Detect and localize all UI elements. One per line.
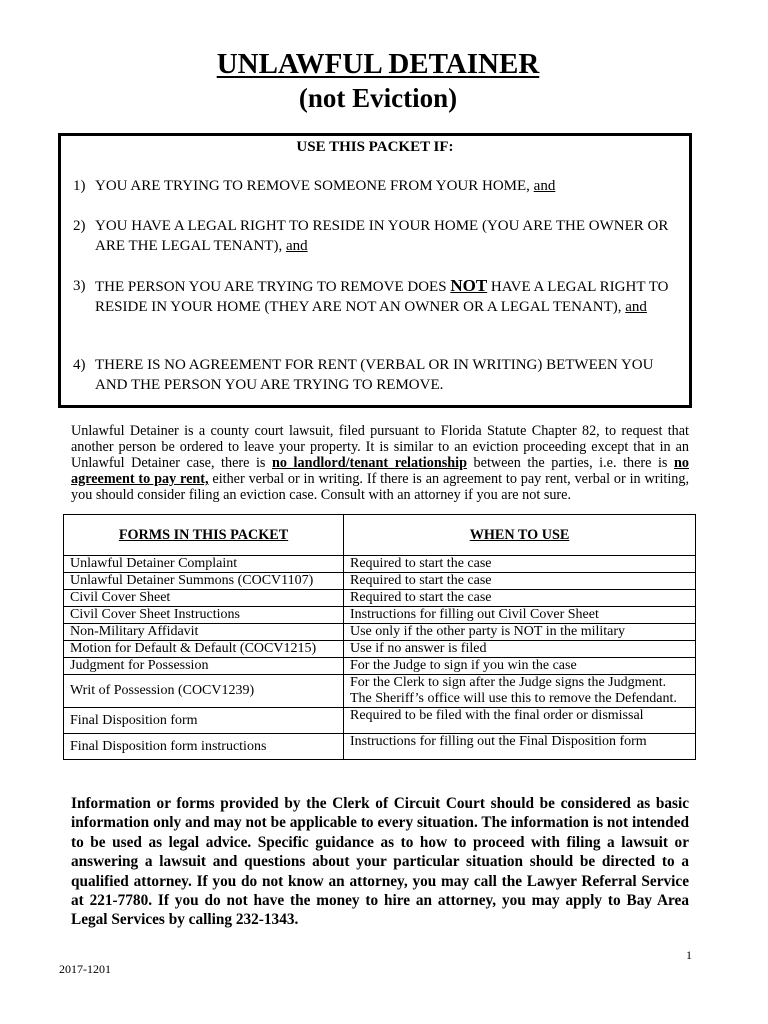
condition-item (73, 276, 681, 317)
intro-emphasis: no landlord/tenant relationship (272, 455, 467, 471)
form-name: Final Disposition form instructions (64, 734, 344, 760)
intro-text: Unlawful Detainer is a county court lawsuit, filed pursuant to Florida Statute Chapter 82, to request that another person be ordered to leave your property. It is similar to an eviction proceeding except that in an Unlawful Detainer case, there is (71, 423, 689, 471)
form-usage: Instructions for filling out the Final Disposition form (344, 734, 696, 760)
condition-conjunction: and (625, 299, 647, 315)
form-name: Judgment for Possession (64, 658, 344, 675)
condition-item (73, 176, 681, 196)
condition-number: 4) (73, 357, 86, 373)
condition-text: THERE IS NO AGREEMENT FOR RENT (VERBAL OR IN WRITING) BETWEEN YOU AND THE PERSON YOU ARE TRYING TO REMOVE. (95, 357, 654, 393)
form-usage: Use if no answer is filed (344, 641, 696, 658)
form-name: Civil Cover Sheet Instructions (64, 607, 344, 624)
form-name: Civil Cover Sheet (64, 590, 344, 607)
intro-paragraph (71, 423, 689, 503)
table-header-row (64, 515, 696, 556)
form-usage: Required to start the case (344, 573, 696, 590)
packet-heading: USE THIS PACKET IF: (296, 139, 454, 155)
form-name: Motion for Default & Default (COCV1215) (64, 641, 344, 658)
condition-text-pre: THE PERSON YOU ARE TRYING TO REMOVE DOES (95, 279, 447, 295)
forms-table (63, 514, 696, 760)
document-code: 2017-1201 (59, 962, 111, 976)
condition-number: 3) (73, 278, 86, 294)
form-usage: Instructions for filling out Civil Cover Sheet (344, 607, 696, 624)
condition-text: HAVE A LEGAL RIGHT TO RESIDE IN YOUR HOME (THEY ARE NOT AN OWNER OR A LEGAL TENANT), (95, 279, 669, 315)
form-usage: Required to be filed with the final order or dismissal (344, 708, 696, 734)
document-subtitle: (not Eviction) (298, 83, 458, 113)
table-row (64, 641, 696, 658)
condition-conjunction: and (285, 238, 308, 254)
form-name: Writ of Possession (COCV1239) (64, 675, 344, 708)
table-row (64, 624, 696, 641)
condition-item (73, 216, 681, 256)
condition-text: YOU ARE TRYING TO REMOVE SOMEONE FROM YOUR HOME, (95, 178, 530, 194)
column-header-when: WHEN TO USE (344, 515, 696, 556)
document-title: UNLAWFUL DETAINER (216, 48, 540, 80)
form-usage: Required to start the case (344, 556, 696, 573)
condition-number: 2) (73, 218, 86, 234)
form-name: Unlawful Detainer Summons (COCV1107) (64, 573, 344, 590)
condition-emphasis: NOT (450, 276, 488, 295)
table-row (64, 556, 696, 573)
table-row (64, 607, 696, 624)
form-usage: Use only if the other party is NOT in the military (344, 624, 696, 641)
intro-emphasis: no agreement to pay rent, (71, 455, 690, 487)
form-name: Non-Military Affidavit (64, 624, 344, 641)
use-packet-box (58, 133, 692, 408)
form-usage: For the Judge to sign if you win the case (344, 658, 696, 675)
table-row (64, 675, 696, 708)
intro-text: between the parties, i.e. there is (473, 455, 668, 471)
intro-text: either verbal or in writing. If there is an agreement to pay rent, verbal or in writing, you should consider filing an eviction case. Consult with an attorney if you are not sure. (71, 471, 689, 503)
condition-item (73, 355, 681, 395)
condition-number: 1) (73, 178, 86, 194)
condition-conjunction: and (533, 178, 556, 194)
column-header-forms: FORMS IN THIS PACKET (64, 515, 344, 556)
condition-text: YOU HAVE A LEGAL RIGHT TO RESIDE IN YOUR HOME (YOU ARE THE OWNER OR ARE THE LEGAL TENANT), (95, 218, 669, 254)
table-row (64, 658, 696, 675)
form-name: Final Disposition form (64, 708, 344, 734)
form-usage: Required to start the case (344, 590, 696, 607)
form-usage: For the Clerk to sign after the Judge signs the Judgment. The Sheriff’s office will use this to remove the Defendant. (344, 675, 696, 708)
page-number: 1 (686, 948, 692, 962)
table-row (64, 590, 696, 607)
table-row (64, 573, 696, 590)
table-row (64, 708, 696, 734)
legal-disclaimer: Information or forms provided by the Clerk of Circuit Court should be considered as basic information only and may not be applicable to every situation. The information is not intended to be used as legal advice. Specific guidance as to how to proceed with filing a lawsuit or answering a lawsuit and questions about your particular situation should be directed to a qualified attorney. If you do not know an attorney, you may call the Lawyer Referral Service at 221-7780. If you do not have the money to hire an attorney, you may apply to Bay Area Legal Services by calling 232-1343. (71, 795, 689, 929)
form-name: Unlawful Detainer Complaint (64, 556, 344, 573)
table-row (64, 734, 696, 760)
